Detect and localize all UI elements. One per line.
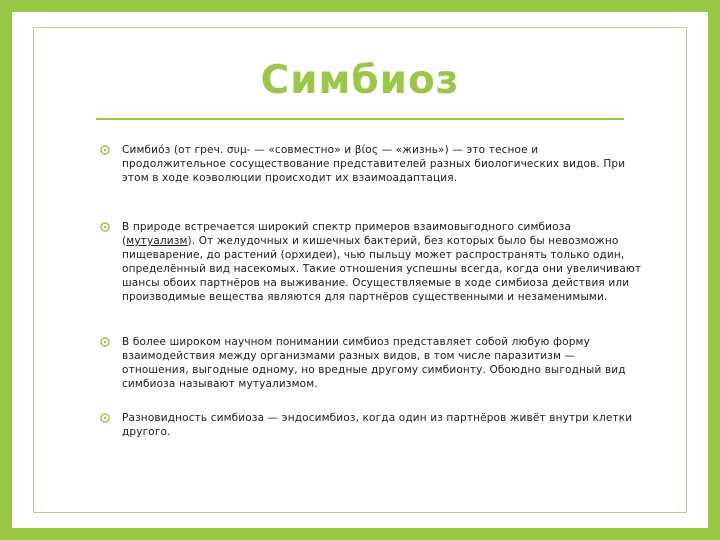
circle-bullet-icon bbox=[99, 336, 111, 348]
bullet-text-part: ). От желудочных и кишечных бактерий, без которых было бы невозможно пищеварение, до растений (орхидеи), чью пыльцу может распространять только один, определённый вид насекомых. Такие отношения успешны всегда, когда они увеличивают шансы обоих партнёров на выживание. Осуществляемые в ходе симбиоза действия или производимые вещества являются для партнёров существенными и незаменимыми. bbox=[122, 235, 642, 303]
bullet-text: В более широком научном понимании симбиоз представляет собой любую форму взаимодействия между организмами разных видов, в том числе паразитизм — отношения, выгодные одному, но вредные другому симбионту. Обоюдно выгодный вид симбиоза называют мутуализмом. bbox=[122, 336, 626, 390]
mutualism-link[interactable]: мутуализм bbox=[126, 235, 188, 247]
circle-bullet-icon bbox=[99, 144, 111, 156]
circle-bullet-icon bbox=[99, 412, 111, 424]
bullet-text: Разновидность симбиоза — эндосимбиоз, когда один из партнёров живёт внутри клетки другого. bbox=[122, 412, 633, 438]
bullet-text-part: В природе встречается широкий спектр примеров взаимовыгодного симбиоза ( bbox=[122, 221, 572, 247]
title-divider bbox=[96, 118, 624, 120]
slide-title: Симбиоз bbox=[260, 58, 460, 103]
bullet-text bbox=[122, 220, 642, 304]
slide bbox=[12, 12, 708, 528]
circle-bullet-icon bbox=[99, 221, 111, 233]
bullet-text: Симбио́з (от греч. συμ- — «совместно» и βίος — «жизнь») — это тесное и продолжительное сосуществование представителей разных биологических видов. При этом в ходе коэволюции происходит их взаимоадаптация. bbox=[122, 144, 626, 184]
